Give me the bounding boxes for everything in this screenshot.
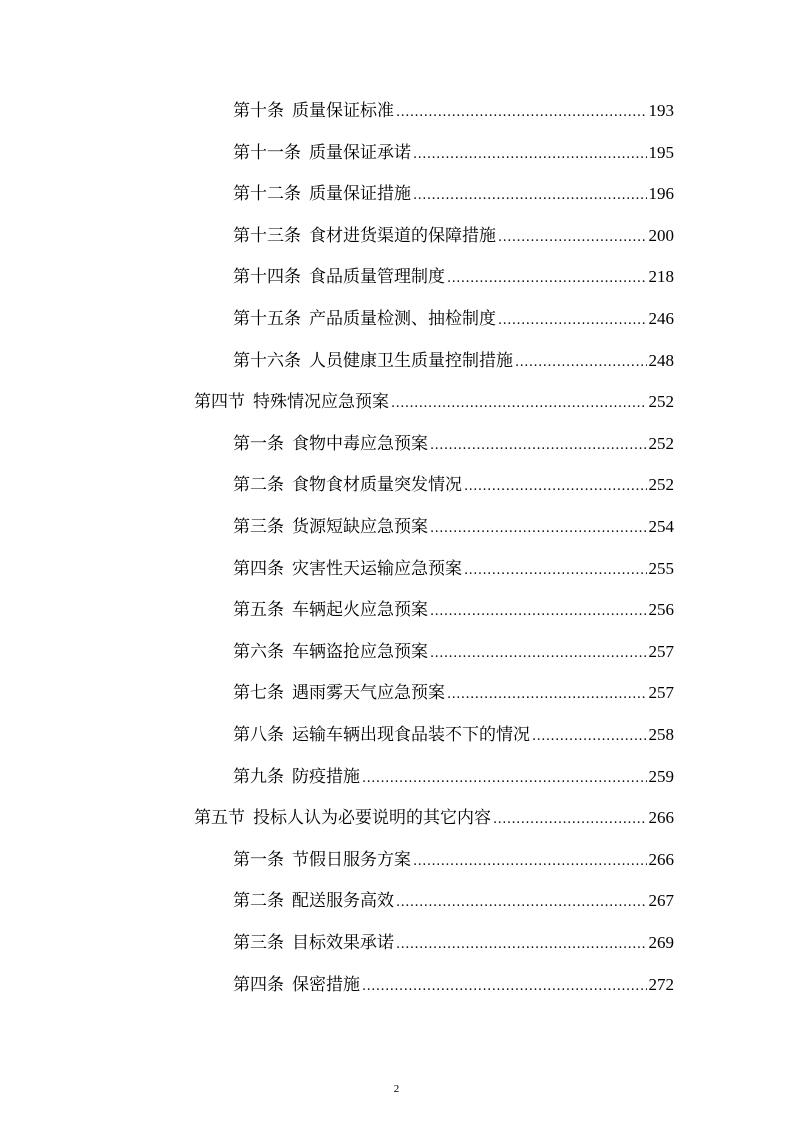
toc-entry[interactable] bbox=[233, 847, 674, 873]
entry-page: 269 bbox=[648, 933, 674, 952]
entry-page: 196 bbox=[648, 184, 674, 204]
toc-entry[interactable] bbox=[233, 597, 674, 623]
entry-number: 第十四条 bbox=[233, 267, 301, 288]
dot-leader bbox=[447, 682, 647, 708]
entry-title: 产品质量检测、抽检制度 bbox=[309, 309, 496, 329]
entry-title: 灾害性天运输应急预案 bbox=[292, 558, 462, 579]
entry-title: 目标效果承诺 bbox=[292, 933, 394, 953]
entry-page: 258 bbox=[648, 725, 674, 744]
dot-leader bbox=[413, 183, 647, 209]
entry-number: 第三条 bbox=[233, 933, 284, 953]
dot-leader bbox=[430, 433, 647, 459]
dot-leader bbox=[430, 641, 647, 667]
toc-entry[interactable] bbox=[233, 639, 674, 665]
entry-title: 食材进货渠道的保障措施 bbox=[309, 225, 496, 246]
dot-leader bbox=[413, 142, 647, 168]
entry-page: 254 bbox=[648, 517, 674, 536]
dot-leader bbox=[391, 391, 647, 417]
entry-page: 248 bbox=[648, 350, 674, 370]
dot-leader bbox=[493, 807, 647, 833]
toc-entry[interactable] bbox=[233, 972, 674, 998]
dot-leader bbox=[498, 225, 647, 251]
entry-page: 257 bbox=[648, 683, 674, 703]
toc-entry[interactable] bbox=[233, 306, 674, 332]
entry-title: 遇雨雾天气应急预案 bbox=[292, 683, 445, 704]
entry-title: 人员健康卫生质量控制措施 bbox=[309, 350, 513, 371]
toc-entry[interactable] bbox=[233, 223, 674, 249]
entry-page: 200 bbox=[648, 225, 674, 245]
entry-number: 第一条 bbox=[233, 849, 284, 870]
entry-title: 运输车辆出现食品装不下的情况 bbox=[292, 725, 530, 745]
entry-title: 食物食材质量突发情况 bbox=[292, 475, 462, 496]
entry-number: 第四条 bbox=[233, 558, 284, 579]
dot-leader bbox=[413, 849, 647, 875]
entry-number: 第二条 bbox=[233, 475, 284, 496]
toc-entry[interactable] bbox=[233, 514, 674, 540]
entry-title: 保密措施 bbox=[292, 974, 360, 995]
dot-leader bbox=[396, 890, 647, 916]
entry-page: 257 bbox=[648, 641, 674, 661]
toc-entry[interactable] bbox=[233, 930, 674, 956]
entry-page: 272 bbox=[648, 974, 674, 994]
toc-entry[interactable] bbox=[233, 722, 674, 748]
entry-page: 256 bbox=[648, 600, 674, 620]
dot-leader bbox=[515, 350, 647, 376]
toc-entry[interactable] bbox=[233, 472, 674, 498]
toc-section-entry[interactable] bbox=[194, 805, 674, 831]
entry-page: 252 bbox=[648, 475, 674, 495]
page-number: 2 bbox=[393, 1083, 400, 1095]
toc-entry[interactable] bbox=[233, 764, 674, 790]
toc-entry[interactable] bbox=[233, 680, 674, 706]
toc-entry[interactable] bbox=[233, 348, 674, 374]
entry-title: 质量保证措施 bbox=[309, 184, 411, 205]
entry-title: 车辆起火应急预案 bbox=[292, 600, 428, 621]
entry-title: 质量保证承诺 bbox=[309, 142, 411, 163]
entry-number: 第三条 bbox=[233, 517, 284, 537]
dot-leader bbox=[498, 308, 647, 334]
entry-number: 第九条 bbox=[233, 766, 284, 787]
entry-title: 车辆盗抢应急预案 bbox=[292, 641, 428, 662]
dot-leader bbox=[532, 724, 647, 750]
entry-page: 195 bbox=[648, 142, 674, 162]
dot-leader bbox=[464, 474, 647, 500]
section-title: 投标人认为必要说明的其它内容 bbox=[253, 808, 491, 829]
entry-title: 食物中毒应急预案 bbox=[292, 433, 428, 454]
toc-entry[interactable] bbox=[233, 556, 674, 582]
dot-leader bbox=[362, 766, 647, 792]
toc-entry[interactable] bbox=[233, 431, 674, 457]
entry-number: 第十三条 bbox=[233, 225, 301, 246]
section-number: 第四节 bbox=[194, 392, 245, 413]
entry-title: 配送服务高效 bbox=[292, 891, 394, 912]
dot-leader bbox=[396, 100, 647, 126]
entry-page: 218 bbox=[648, 267, 674, 287]
entry-page: 267 bbox=[648, 891, 674, 911]
entry-title: 防疫措施 bbox=[292, 766, 360, 787]
entry-page: 252 bbox=[648, 433, 674, 453]
entry-number: 第十一条 bbox=[233, 142, 301, 163]
entry-title: 货源短缺应急预案 bbox=[292, 517, 428, 537]
dot-leader bbox=[464, 558, 647, 584]
section-title: 特殊情况应急预案 bbox=[253, 392, 389, 413]
entry-number: 第四条 bbox=[233, 974, 284, 995]
entry-number: 第二条 bbox=[233, 891, 284, 912]
toc-section-entry[interactable] bbox=[194, 389, 674, 415]
entry-number: 第十条 bbox=[233, 101, 284, 121]
entry-number: 第五条 bbox=[233, 600, 284, 621]
section-number: 第五节 bbox=[194, 808, 245, 829]
entry-number: 第七条 bbox=[233, 683, 284, 704]
entry-number: 第十五条 bbox=[233, 309, 301, 329]
dot-leader bbox=[430, 516, 647, 542]
dot-leader bbox=[430, 599, 647, 625]
entry-title: 质量保证标准 bbox=[292, 101, 394, 121]
entry-number: 第十二条 bbox=[233, 184, 301, 205]
dot-leader bbox=[362, 974, 647, 1000]
entry-number: 第一条 bbox=[233, 433, 284, 454]
entry-page: 252 bbox=[648, 392, 674, 412]
entry-page: 266 bbox=[648, 849, 674, 869]
toc-entry[interactable] bbox=[233, 264, 674, 290]
entry-title: 节假日服务方案 bbox=[292, 849, 411, 870]
toc-entry[interactable] bbox=[233, 140, 674, 166]
entry-page: 259 bbox=[648, 766, 674, 786]
toc-entry[interactable] bbox=[233, 888, 674, 914]
entry-number: 第十六条 bbox=[233, 350, 301, 371]
entry-page: 255 bbox=[648, 558, 674, 578]
entry-number: 第八条 bbox=[233, 725, 284, 745]
toc-entry[interactable] bbox=[233, 98, 674, 124]
dot-leader bbox=[396, 932, 647, 958]
dot-leader bbox=[447, 266, 647, 292]
entry-page: 266 bbox=[648, 808, 674, 828]
entry-number: 第六条 bbox=[233, 641, 284, 662]
entry-page: 193 bbox=[648, 101, 674, 120]
toc-entry[interactable] bbox=[233, 181, 674, 207]
entry-title: 食品质量管理制度 bbox=[309, 267, 445, 288]
entry-page: 246 bbox=[648, 309, 674, 328]
